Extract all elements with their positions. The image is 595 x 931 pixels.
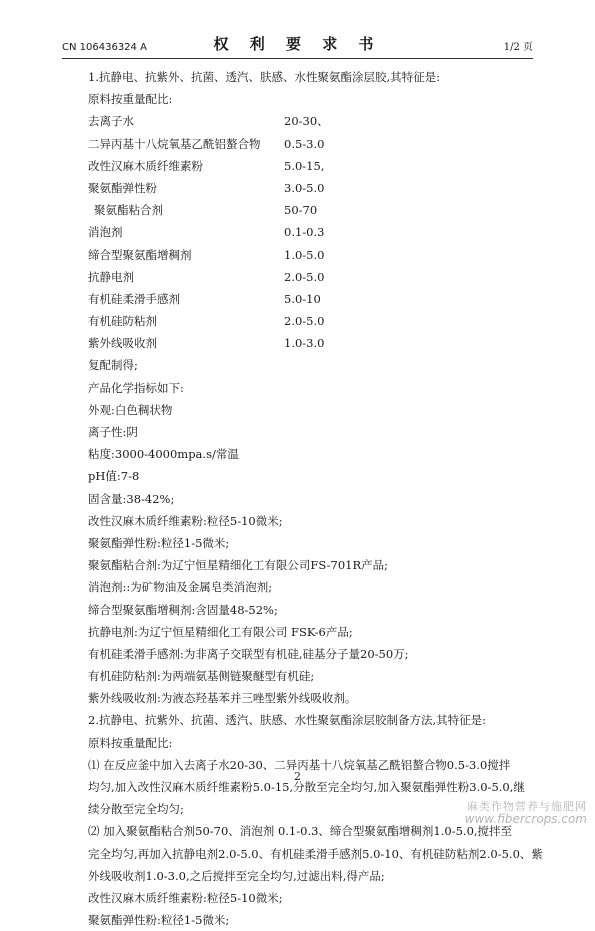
text-line: 离子性:阴 <box>88 425 138 439</box>
ingredient-name: 抗静电剂 <box>88 269 134 284</box>
ingredient-name: 紫外线吸收剂 <box>88 336 157 351</box>
ingredient-name: 缔合型聚氨酯增稠剂 <box>88 247 192 262</box>
text-line: ⑴ 在反应釜中加入去离子水20-30、二异丙基十八烷氧基乙酰铝螯合物0.5-3.0搅拌 <box>88 757 511 772</box>
ingredient-row <box>88 133 534 155</box>
text-line: 抗静电剂:为辽宁恒星精细化工有限公司 FSK-6产品; <box>88 624 353 639</box>
claim-2-heading: 2.抗静电、抗紫外、抗菌、透汽、肤感、水性聚氨酯涂层胶制备方法,其特征是: <box>88 713 486 728</box>
ingredient-name: 有机硅防粘剂 <box>88 314 157 329</box>
ingredient-row <box>88 110 534 132</box>
ingredient-row <box>88 221 534 243</box>
ingredient-amount: 0.5-3.0 <box>284 136 325 151</box>
watermark <box>465 800 587 826</box>
ingredient-row <box>88 288 534 310</box>
ingredient-amount: 5.0-15, <box>284 158 325 173</box>
ingredient-amount: 3.0-5.0 <box>284 180 325 195</box>
ingredient-name: 聚氨酯弹性粉 <box>88 180 157 195</box>
watermark-url: www.fibercrops.com <box>464 812 587 826</box>
ingredient-row <box>88 155 534 177</box>
ingredient-amount: 50-70 <box>284 203 318 218</box>
text-line: 外线吸收剂1.0-3.0,之后搅拌至完全均匀,过滤出料,得产品; <box>88 868 385 883</box>
text-line: 聚氨酯粘合剂:为辽宁恒星精细化工有限公司FS-701R产品; <box>88 558 389 573</box>
ratio-label: 原料按重量配比: <box>88 92 173 107</box>
ingredient-amount: 0.1-0.3 <box>284 225 325 240</box>
text-line: 固含量:38-42%; <box>88 491 175 506</box>
text-line: 有机硅柔滑手感剂:为非离子交联型有机硅,硅基分子量20-50万; <box>88 646 409 661</box>
text-line: 缔合型聚氨酯增稠剂:含固量48-52%; <box>88 602 278 617</box>
text-line: 有机硅防粘剂:为两端氨基侧链聚醚型有机硅; <box>88 669 315 684</box>
ingredient-name: 改性汉麻木质纤维素粉 <box>88 158 203 173</box>
watermark-text: 麻类作物营养与施肥网 <box>467 800 587 813</box>
document-number: CN 106436324 A <box>62 42 147 53</box>
ingredient-row <box>88 266 534 288</box>
text-line: 产品化学指标如下: <box>88 380 184 395</box>
document-title: 权 利 要 求 书 <box>213 35 382 53</box>
text-line: 粘度:3000-4000mpa.s/常温 <box>88 447 239 462</box>
page-number: 2 <box>294 770 301 783</box>
text-line: 复配制得; <box>88 358 138 373</box>
text-line: 改性汉麻木质纤维素粉:粒径5-10微米; <box>88 890 283 905</box>
text-line: 外观:白色稠状物 <box>88 402 173 417</box>
page-header <box>62 32 533 59</box>
page-count: 1/2 页 <box>503 42 533 53</box>
text-line: ⑵ 加入聚氨酯粘合剂50-70、消泡剂 0.1-0.3、缔合型聚氨酯增稠剂1.0-5.0,搅拌至 <box>88 824 513 839</box>
ingredient-list <box>88 110 534 354</box>
ingredient-name: 二异丙基十八烷氧基乙酰铝螯合物 <box>88 136 261 151</box>
text-line: 聚氨酯弹性粉:粒径1-5微米; <box>88 913 230 928</box>
ingredient-amount: 2.0-5.0 <box>284 314 325 329</box>
ingredient-row <box>88 332 534 354</box>
ingredient-name: 去离子水 <box>88 114 134 129</box>
ingredient-name: 有机硅柔滑手感剂 <box>88 291 180 306</box>
text-line: 均匀,加入改性汉麻木质纤维素粉5.0-15,分散至完全均匀,加入聚氨酯弹性粉3.0-5.0,继 <box>88 780 525 794</box>
ingredient-amount: 5.0-10 <box>284 291 321 306</box>
claim-1-heading: 1.抗静电、抗紫外、抗菌、透汽、肤感、水性聚氨酯涂层胶,其特征是: <box>88 70 440 84</box>
ingredient-row <box>88 310 534 332</box>
ingredient-amount: 1.0-3.0 <box>284 336 325 351</box>
text-line: 聚氨酯弹性粉:粒径1-5微米; <box>88 535 230 550</box>
ingredient-name: 聚氨酯粘合剂 <box>94 203 163 218</box>
step-2-paragraph <box>88 820 543 887</box>
text-line: 续分散至完全均匀; <box>88 802 184 817</box>
text-line: 紫外线吸收剂:为液态羟基苯并三唑型紫外线吸收剂。 <box>88 691 357 706</box>
ingredient-amount: 20-30、 <box>284 114 329 129</box>
ingredient-row <box>88 244 534 266</box>
ingredient-row <box>88 199 534 221</box>
text-line: pH值:7-8 <box>88 469 140 484</box>
ingredient-amount: 2.0-5.0 <box>284 269 325 284</box>
ingredient-row <box>88 177 534 199</box>
ingredient-name: 消泡剂 <box>88 225 123 240</box>
ratio-label: 原料按重量配比: <box>88 735 173 750</box>
ingredient-amount: 1.0-5.0 <box>284 247 325 262</box>
text-line: 完全均匀,再加入抗静电剂2.0-5.0、有机硅柔滑手感剂5.0-10、有机硅防粘剂2.0-5.0、紫 <box>88 846 543 861</box>
text-line: 消泡剂::为矿物油及金属皂类消泡剂; <box>88 580 273 595</box>
text-line: 改性汉麻木质纤维素粉:粒径5-10微米; <box>88 513 283 528</box>
